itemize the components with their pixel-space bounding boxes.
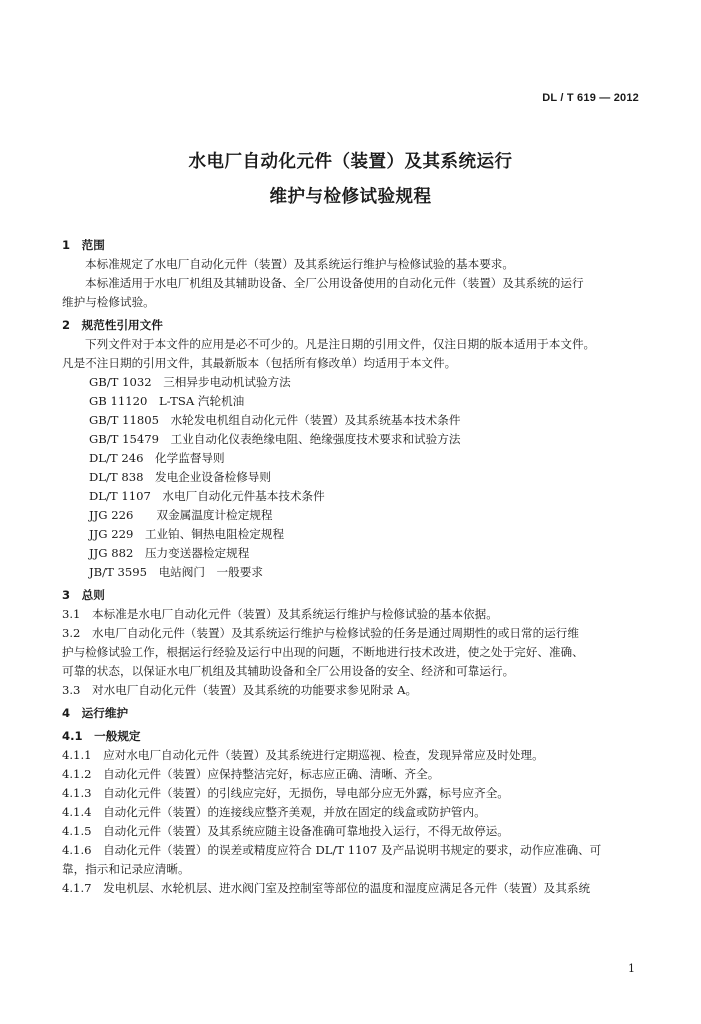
section-3-heading: 3 总则	[62, 588, 105, 602]
document-body	[62, 236, 642, 898]
section-1-paragraph: 维护与检修试验。	[62, 295, 155, 309]
section-2-paragraph: 下列文件对于本文件的应用是必不可少的。凡是注日期的引用文件，仅注日期的版本适用于本文件。	[85, 337, 596, 351]
section-2-heading: 2 规范性引用文件	[62, 318, 163, 332]
reference-item: GB/T 15479 工业自动化仪表绝缘电阻、绝缘强度技术要求和试验方法	[89, 432, 461, 446]
clause-item: 4.1.6 自动化元件（装置）的误差或精度应符合 DL/T 1107 及产品说明书规定的要求，动作应准确、可	[62, 843, 602, 857]
document-title-line-1: 水电厂自动化元件（装置）及其系统运行	[188, 152, 513, 172]
reference-item: GB/T 11805 水轮发电机组自动化元件（装置）及其系统基本技术条件	[89, 413, 461, 427]
reference-item: DL/T 246 化学监督导则	[89, 451, 225, 465]
standard-code: DL / T 619 — 2012	[542, 92, 639, 104]
section-1-paragraph: 本标准规定了水电厂自动化元件（装置）及其系统运行维护与检修试验的基本要求。	[85, 257, 514, 271]
section-2-paragraph: 凡是不注日期的引用文件，其最新版本（包括所有修改单）均适用于本文件。	[62, 356, 457, 370]
reference-item: JJG 229 工业铂、铜热电阻检定规程	[89, 527, 285, 541]
clause-item: 4.1.4 自动化元件（装置）的连接线应整齐美观，并放在固定的线盒或防护管内。	[62, 805, 486, 819]
reference-item: DL/T 838 发电企业设备检修导则	[89, 470, 271, 484]
clause-3-2: 3.2 水电厂自动化元件（装置）及其系统运行维护与检修试验的任务是通过周期性的或日常的运行维	[62, 626, 579, 640]
reference-item: DL/T 1107 水电厂自动化元件基本技术条件	[89, 489, 325, 503]
clause-item: 4.1.1 应对水电厂自动化元件（装置）及其系统进行定期巡视、检查，发现异常应及时处理。	[62, 748, 544, 762]
clause-item: 4.1.5 自动化元件（装置）及其系统应随主设备准确可靠地投入运行，不得无故停运。	[62, 824, 509, 838]
document-title-line-2: 维护与检修试验规程	[269, 187, 432, 207]
clause-3-3: 3.3 对水电厂自动化元件（装置）及其系统的功能要求参见附录 A。	[62, 683, 418, 697]
section-1-heading: 1 范围	[62, 238, 105, 252]
clause-item: 靠，指示和记录应清晰。	[62, 862, 190, 876]
page-number: 1	[628, 962, 635, 975]
reference-item: JJG 226 双金属温度计检定规程	[89, 508, 273, 522]
reference-item: JJG 882 压力变送器检定规程	[89, 546, 250, 560]
section-1-paragraph: 本标准适用于水电厂机组及其辅助设备、全厂公用设备使用的自动化元件（装置）及其系统的运行	[85, 276, 584, 290]
clause-item: 4.1.7 发电机层、水轮机层、进水阀门室及控制室等部位的温度和湿度应满足各元件（装置）及其系统	[62, 881, 591, 895]
clause-3-2: 护与检修试验工作，根据运行经验及运行中出现的问题，不断地进行技术改进，使之处于完好、准确、	[62, 645, 584, 659]
reference-item: JB/T 3595 电站阀门 一般要求	[89, 565, 263, 579]
section-4-heading: 4 运行维护	[62, 706, 129, 720]
clause-3-1: 3.1 本标准是水电厂自动化元件（装置）及其系统运行维护与检修试验的基本依据。	[62, 607, 498, 621]
subsection-4-1-heading: 4.1 一般规定	[62, 729, 141, 743]
reference-item: GB 11120 L-TSA 汽轮机油	[89, 394, 245, 408]
reference-item: GB/T 1032 三相异步电动机试验方法	[89, 375, 291, 389]
clause-item: 4.1.2 自动化元件（装置）应保持整洁完好，标志应正确、清晰、齐全。	[62, 767, 440, 781]
clause-3-2: 可靠的状态，以保证水电厂机组及其辅助设备和全厂公用设备的安全、经济和可靠运行。	[62, 664, 515, 678]
clause-item: 4.1.3 自动化元件（装置）的引线应完好，无损伤，导电部分应无外露，标号应齐全。	[62, 786, 509, 800]
